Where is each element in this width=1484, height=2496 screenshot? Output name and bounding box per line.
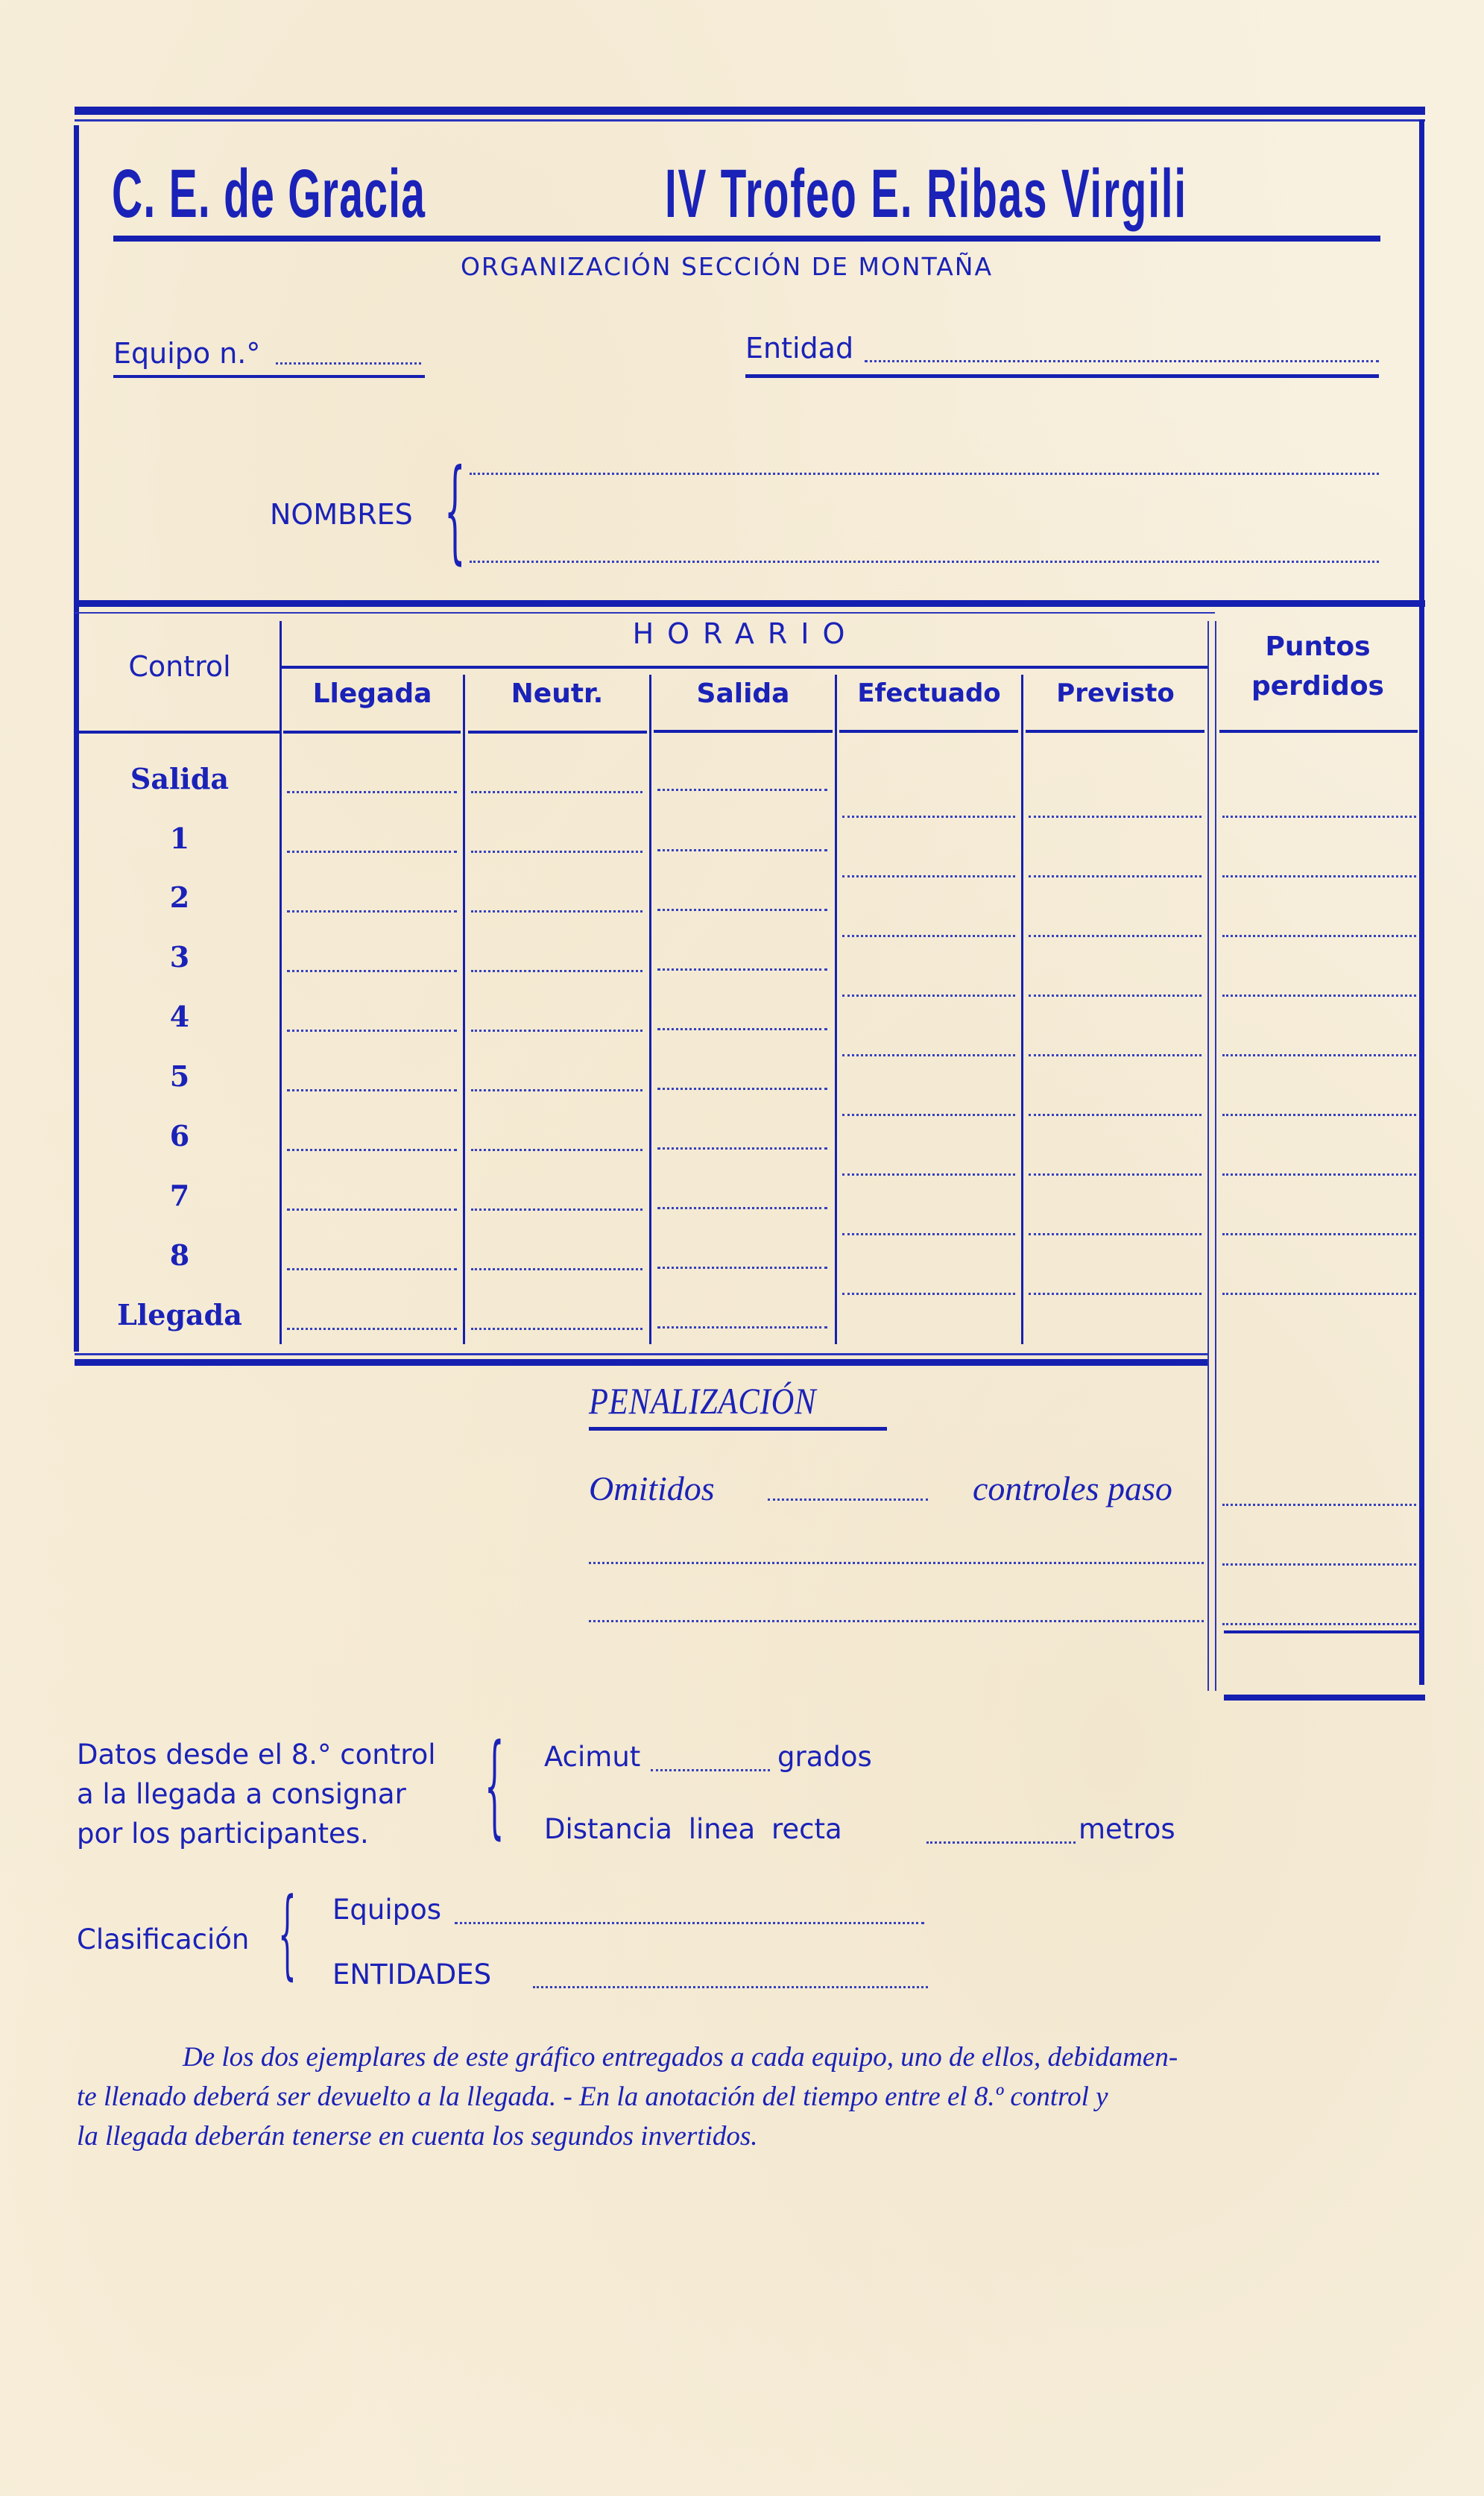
entry-field[interactable]: [471, 851, 642, 853]
penalty-line-1[interactable]: [589, 1562, 1204, 1564]
data-brace: {: [484, 1721, 505, 1850]
col-divider-neutr: [649, 675, 651, 1344]
entry-field[interactable]: [287, 1030, 457, 1032]
points-header-line2: perdidos: [1251, 671, 1384, 702]
data-description-line-2: a la llegada a consignar: [77, 1778, 406, 1810]
entry-field[interactable]: [657, 849, 827, 851]
entry-field[interactable]: [287, 1328, 457, 1330]
omitted-label: Omitidos: [589, 1469, 715, 1507]
schedule-header: HORARIO: [632, 617, 859, 650]
table-top-thick-rule: [75, 600, 1425, 607]
azimuth-unit: grados: [777, 1741, 872, 1773]
entry-field[interactable]: [842, 816, 1015, 818]
row-label-1: 1: [169, 822, 190, 855]
col-divider-llegada: [463, 675, 465, 1344]
classification-label: Clasificación: [77, 1923, 250, 1955]
azimuth-label: Acimut: [544, 1741, 641, 1773]
entry-field[interactable]: [471, 910, 642, 913]
col-divider-previsto-b: [1215, 621, 1216, 1691]
entry-field[interactable]: [657, 1147, 827, 1150]
entities-label: ENTIDADES: [332, 1958, 492, 1991]
col-header-rule-previsto: [1026, 730, 1204, 733]
entry-field[interactable]: [1222, 875, 1416, 877]
row-label-3: 3: [169, 940, 190, 974]
team-number-label: Equipo n.°: [113, 337, 261, 370]
entry-field[interactable]: [287, 910, 457, 913]
entry-field[interactable]: [1222, 1114, 1416, 1116]
teams-label: Equipos: [332, 1894, 441, 1926]
entry-field[interactable]: [1222, 1054, 1416, 1056]
col-header-llegada: Llegada: [312, 678, 432, 709]
entry-field[interactable]: [657, 1267, 827, 1269]
names-brace: {: [444, 446, 466, 576]
trophy-title: IV Trofeo E. Ribas Virgili: [665, 156, 1187, 232]
teams-field[interactable]: [455, 1922, 924, 1924]
entry-field[interactable]: [1029, 1114, 1202, 1116]
table-top-thin-rule: [75, 612, 1215, 614]
entry-field[interactable]: [842, 1233, 1015, 1235]
penalty-title: PENALIZACIÓN: [589, 1380, 817, 1422]
entry-field[interactable]: [657, 789, 827, 791]
row-label-6: 6: [169, 1119, 190, 1153]
classification-brace: {: [278, 1876, 297, 1990]
entry-field[interactable]: [287, 1208, 457, 1211]
names-label: NOMBRES: [270, 498, 413, 531]
entry-field[interactable]: [1222, 935, 1416, 937]
points-bottom-rule: [1224, 1695, 1425, 1701]
col-divider-efectuado: [1021, 675, 1023, 1344]
entry-field[interactable]: [471, 970, 642, 972]
entry-field[interactable]: [657, 1088, 827, 1090]
col-divider-salida: [835, 675, 837, 1344]
entry-field[interactable]: [842, 995, 1015, 997]
frame-right-border: [1419, 119, 1424, 1685]
names-field-1[interactable]: [470, 473, 1379, 475]
entry-field[interactable]: [287, 851, 457, 853]
points-penalty-field-3[interactable]: [1222, 1623, 1416, 1625]
row-label-4: 4: [169, 1000, 190, 1033]
entry-field[interactable]: [471, 1149, 642, 1151]
entry-field[interactable]: [471, 1030, 642, 1032]
entry-field[interactable]: [287, 970, 457, 972]
entry-field[interactable]: [842, 1114, 1015, 1116]
entry-field[interactable]: [657, 1326, 827, 1329]
footer-note-line-1: De los dos ejemplares de este gráfico entregados a cada equipo, uno de ellos, debidamen-: [183, 2042, 1178, 2073]
row-label-5: 5: [169, 1059, 190, 1093]
entry-field[interactable]: [1029, 1293, 1202, 1295]
entry-field[interactable]: [1029, 875, 1202, 877]
entry-field[interactable]: [657, 1028, 827, 1030]
omitted-field[interactable]: [768, 1498, 928, 1501]
col-header-efectuado: Efectuado: [857, 678, 1001, 708]
footer-note-line-2: te llenado deberá ser devuelto a la llegada. - En la anotación del tiempo entre el 8.º control y: [77, 2081, 1108, 2112]
distance-field[interactable]: [926, 1841, 1076, 1844]
entry-field[interactable]: [287, 791, 457, 793]
entities-field[interactable]: [533, 1986, 928, 1988]
entry-field[interactable]: [1029, 816, 1202, 818]
entity-label: Entidad: [745, 332, 854, 365]
points-penalty-field-1[interactable]: [1222, 1504, 1416, 1506]
entry-field[interactable]: [842, 1293, 1015, 1295]
points-penalty-field-2[interactable]: [1222, 1563, 1416, 1566]
col-header-rule-salida: [654, 730, 833, 733]
team-number-underline: [113, 375, 425, 378]
col-header-rule-llegada: [283, 731, 461, 734]
entry-field[interactable]: [1222, 995, 1416, 997]
distance-label: Distancia linea recta: [544, 1813, 842, 1845]
names-field-2[interactable]: [470, 561, 1379, 563]
entry-field[interactable]: [1029, 1054, 1202, 1056]
col-header-rule-efectuado: [839, 730, 1018, 733]
entry-field[interactable]: [657, 909, 827, 911]
frame-left-border: [74, 125, 79, 1352]
entry-field[interactable]: [657, 1207, 827, 1209]
penalty-title-underline: [589, 1427, 887, 1431]
entry-field[interactable]: [657, 968, 827, 971]
footer-note-line-3: la llegada deberán tenerse en cuenta los segundos invertidos.: [77, 2121, 758, 2152]
control-header-rule: [79, 731, 280, 734]
points-total-rule: [1224, 1630, 1422, 1633]
frame-top-thin-rule: [75, 119, 1425, 122]
entry-field[interactable]: [471, 1268, 642, 1270]
row-label-2: 2: [169, 880, 190, 914]
table-bottom-thick-rule: [75, 1359, 1207, 1366]
entry-field[interactable]: [471, 1089, 642, 1091]
col-divider-previsto-a: [1207, 621, 1209, 1691]
entry-field[interactable]: [1029, 995, 1202, 997]
points-header-line1: Puntos: [1265, 631, 1371, 662]
row-label-8: 8: [169, 1238, 190, 1272]
row-label-7: 7: [169, 1179, 190, 1212]
entity-field[interactable]: [865, 360, 1379, 362]
col-divider-control: [280, 621, 282, 1344]
entry-field[interactable]: [1029, 1173, 1202, 1176]
team-number-field[interactable]: [276, 362, 421, 365]
col-header-rule-neutr: [468, 731, 647, 734]
entry-field[interactable]: [1222, 1173, 1416, 1176]
azimuth-field[interactable]: [651, 1769, 770, 1771]
control-header: Control: [128, 650, 231, 683]
data-description-line-3: por los participantes.: [77, 1818, 369, 1850]
club-title: C. E. de Gracia: [112, 156, 426, 232]
frame-top-thick-rule: [75, 107, 1425, 115]
schedule-header-rule: [282, 666, 1209, 669]
entry-field[interactable]: [1029, 935, 1202, 937]
entry-field[interactable]: [1222, 816, 1416, 818]
distance-unit: metros: [1079, 1813, 1175, 1845]
entry-field[interactable]: [287, 1089, 457, 1091]
entry-field[interactable]: [1222, 1233, 1416, 1235]
entry-field[interactable]: [1029, 1233, 1202, 1235]
row-label-salida: Salida: [130, 762, 230, 795]
penalty-line-2[interactable]: [589, 1620, 1204, 1622]
table-bottom-thin-rule: [75, 1353, 1207, 1355]
controls-label: controles paso: [973, 1469, 1172, 1507]
entry-field[interactable]: [471, 1208, 642, 1211]
organization-subtitle: ORGANIZACIÓN SECCIÓN DE MONTAÑA: [460, 252, 994, 281]
col-header-previsto: Previsto: [1056, 678, 1175, 708]
entry-field[interactable]: [842, 935, 1015, 937]
entry-field[interactable]: [471, 791, 642, 793]
title-underline: [113, 236, 1380, 242]
entry-field[interactable]: [842, 1054, 1015, 1056]
entity-underline: [745, 374, 1379, 378]
col-header-salida: Salida: [696, 678, 790, 709]
entry-field[interactable]: [471, 1328, 642, 1330]
row-label-llegada: Llegada: [117, 1298, 242, 1331]
entry-field[interactable]: [1222, 1293, 1416, 1295]
data-description-line-1: Datos desde el 8.° control: [77, 1739, 436, 1771]
entry-field[interactable]: [287, 1268, 457, 1270]
points-header-rule: [1219, 730, 1418, 733]
entry-field[interactable]: [287, 1149, 457, 1151]
entry-field[interactable]: [842, 1173, 1015, 1176]
col-header-neutr: Neutr.: [511, 678, 604, 709]
entry-field[interactable]: [842, 875, 1015, 877]
